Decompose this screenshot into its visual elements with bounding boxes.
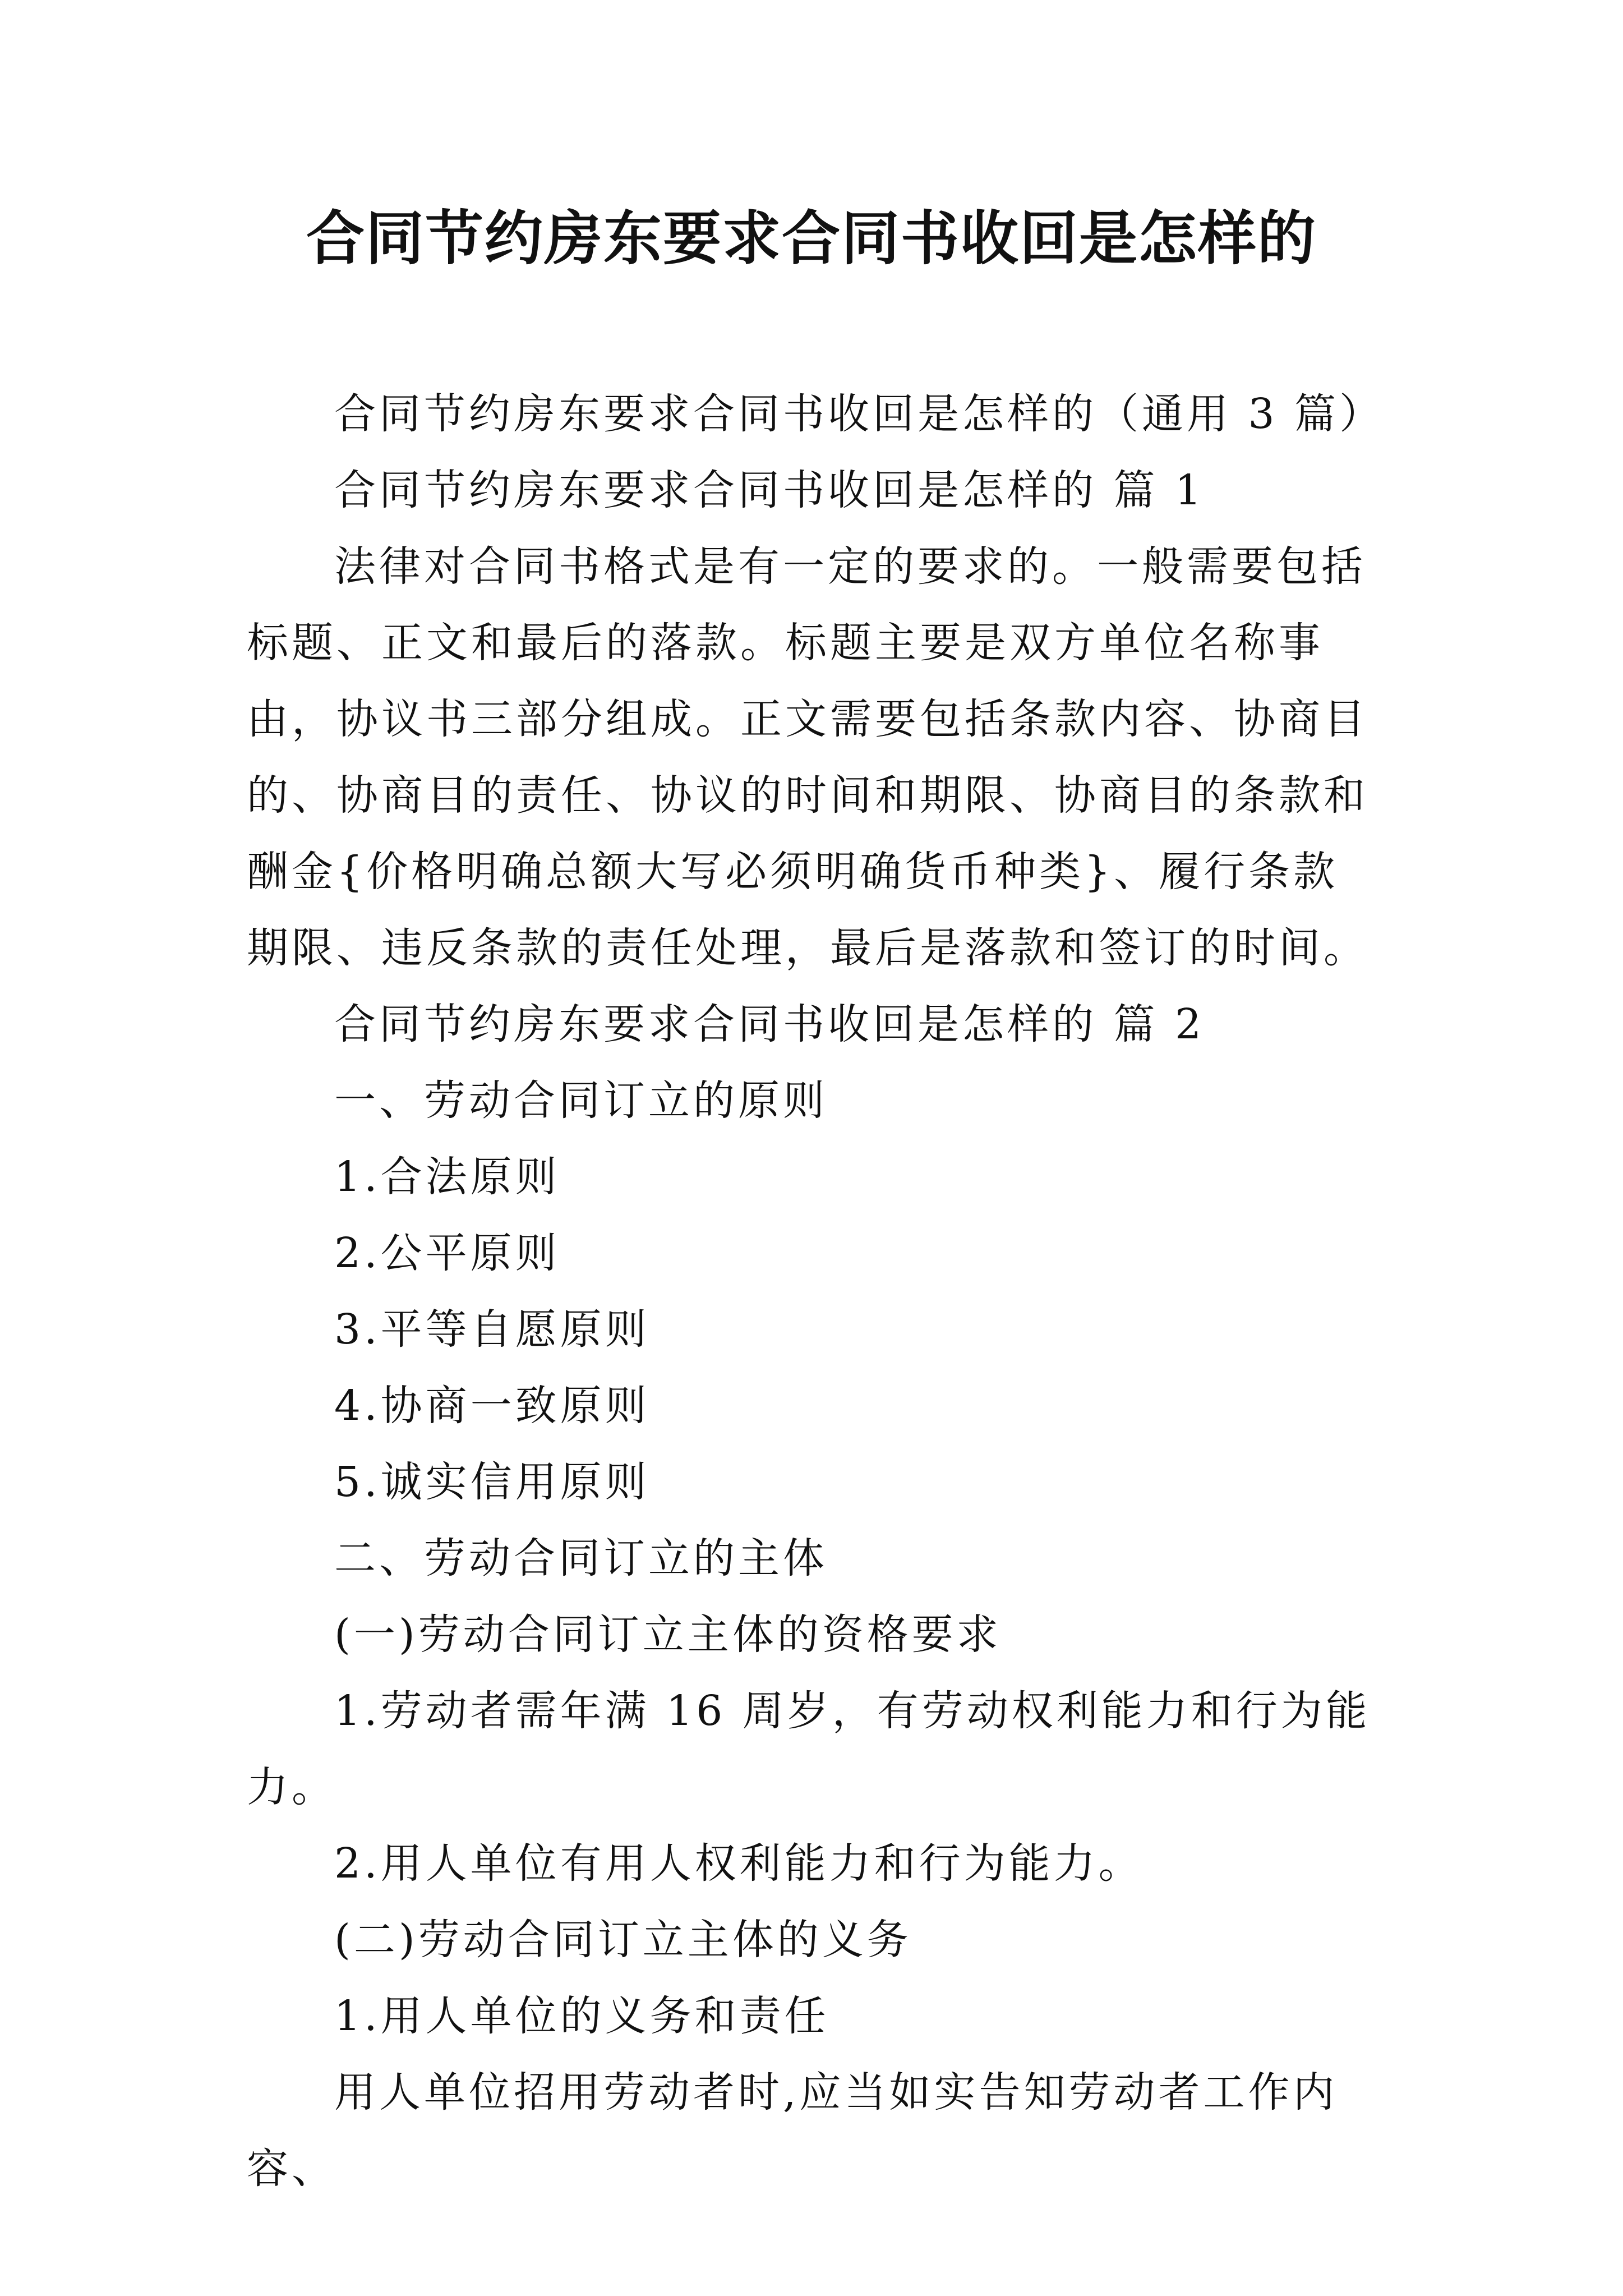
paragraph-body: 法律对合同书格式是有一定的要求的。一般需要包括标题、正文和最后的落款。标题主要是双方单位名称事由，协议书三部分组成。正文需要包括条款内容、协商目的、协商目的责任、协议的时间和期限、协商目的条款和酬金{价格明确总额大写必须明确货币种类}、履行条款期限、违反条款的责任处理，最后是落款和签订的时间。: [247, 542, 1368, 972]
section-heading-2: 合同节约房东要求合同书收回是怎样的 篇 2: [334, 1000, 1205, 1048]
sub-heading: (一)劳动合同订立主体的资格要求: [334, 1611, 1002, 1659]
sub-heading: (二)劳动合同订立主体的义务: [334, 1916, 912, 1964]
list-item: 3.平等自愿原则: [334, 1305, 650, 1354]
list-item: 5.诚实信用原则: [334, 1458, 650, 1506]
list-heading: 一、劳动合同订立的原则: [334, 1076, 828, 1125]
list-item: 1.劳动者需年满 16 周岁，有劳动权利能力和行为能力。: [247, 1687, 1371, 1811]
list-heading: 二、劳动合同订立的主体: [334, 1534, 828, 1582]
section-heading-1: 合同节约房东要求合同书收回是怎样的 篇 1: [334, 466, 1205, 514]
list-item: 2.用人单位有用人权利能力和行为能力。: [334, 1839, 1144, 1888]
document-title: 合同节约房东要求合同书收回是怎样的: [306, 204, 1317, 273]
paragraph-subtitle: 合同节约房东要求合同书收回是怎样的（通用 3 篇）: [334, 390, 1385, 438]
list-item: 1.合法原则: [334, 1153, 560, 1201]
document-body: [247, 376, 1385, 2207]
list-item: 1.用人单位的义务和责任: [334, 1992, 829, 2040]
list-item: 4.协商一致原则: [334, 1382, 650, 1430]
list-item: 2.公平原则: [334, 1229, 560, 1277]
paragraph-body: 用人单位招用劳动者时,应当如实告知劳动者工作内容、: [247, 2068, 1338, 2193]
